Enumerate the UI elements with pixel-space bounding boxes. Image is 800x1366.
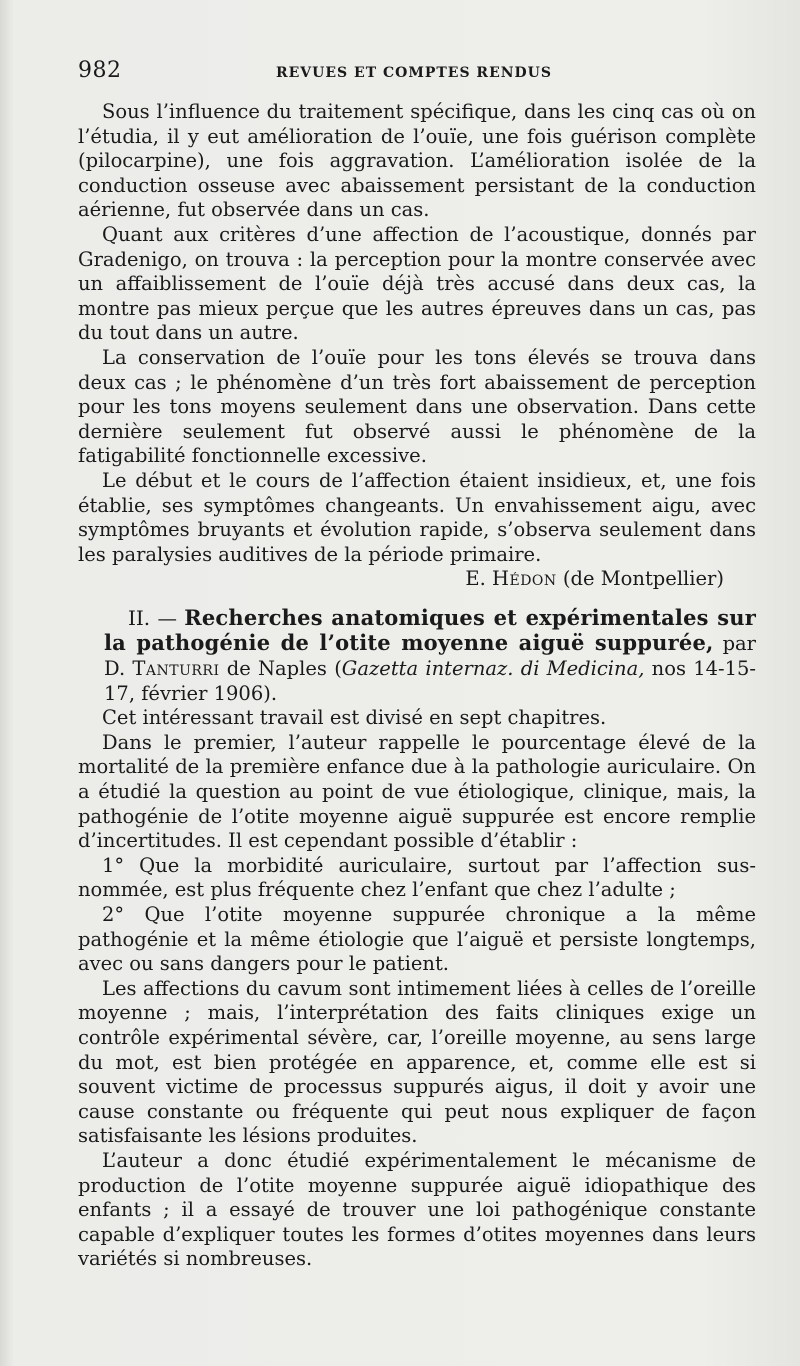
author-initial: D.: [104, 657, 126, 681]
signature-initial: E.: [465, 567, 486, 591]
review-one-paragraph: Quant aux critères d’une affection de l’acoustique, donnés par Gradenigo, on trouva : la perception pour la montre conservée avec un affaiblissement de l’ouïe déjà très accusé dans deux cas, la montre pas mieux perçue que les autres épreuves dans un cas, pas du tout dans un autre.: [78, 222, 756, 345]
review-two-paragraph: Dans le premier, l’auteur rappelle le pourcentage élevé de la mortalité de la première enfance due à la pathologie auriculaire. On a étudié la question au point de vue étiologique, clinique, mais, la pathogénie de l’otite moyenne aiguë suppurée est encore remplie d’incertitudes. Il est cependant possible d’établir :: [78, 730, 756, 853]
review-two-paragraph: Les affections du cavum sont intimement liées à celles de l’oreille moyenne ; mais, l’interprétation des faits cliniques exige un contrôle expérimental sévère, car, l’oreille moyenne, au sens large du mot, est bien protégée en apparence, et, comme elle est si souvent victime de processus suppurés aigus, il doit y avoir une cause constante ou fréquente qui peut nous expliquer de façon satisfaisante les lésions produites.: [78, 976, 756, 1148]
heading-dash: —: [157, 606, 177, 630]
journal-issues: nos 14-15-17,: [104, 657, 757, 705]
review-title: Recherches anatomiques et expérimentales sur la pathogénie de l’otite moyenne aiguë suppurée,: [104, 604, 757, 656]
review-signature: [78, 567, 756, 592]
page-number: 982: [78, 58, 122, 83]
review-one: [78, 100, 756, 592]
review-two: [78, 606, 756, 1272]
citation-open: (: [334, 657, 342, 681]
review-two-paragraph: Cet intéressant travail est divisé en sept chapitres.: [102, 706, 607, 730]
journal-date: février 1906).: [141, 681, 278, 705]
journal-title: Gazetta internaz. di Medicina,: [341, 657, 645, 681]
review-one-paragraph: Sous l’influence du traitement spécifique, dans les cinq cas où on l’étudia, il y eut amélioration de l’ouïe, une fois guérison complète (pilocarpine), une fois aggravation. L’amélioration isolée de la conduction osseuse avec abaissement persistant de la conduction aérienne, fut observée dans un cas.: [78, 100, 756, 222]
review-numeral: II.: [128, 605, 151, 630]
review-two-paragraph: L’auteur a donc étudié expérimentalement le mécanisme de production de l’otite moyenne suppurée aiguë idiopathique des enfants ; il a essayé de trouver une loi pathogénique constante capable d’expliquer toutes les formes d’otites moyennes dans leurs variétés si nombreuses.: [78, 1148, 756, 1271]
signature-name: Hédon: [491, 567, 557, 591]
running-head: [78, 58, 756, 88]
heading-par: par: [722, 632, 756, 656]
author-name: Tanturri: [132, 657, 220, 681]
review-one-paragraph: Le début et le cours de l’affection étaient insidieux, et, une fois établie, ses symptômes changeants. Un envahissement aigu, avec symptômes bruyants et évolution rapide, s’observa seulement dans les paralysies auditives de la période primaire.: [78, 468, 756, 566]
review-two-list-item: 1° Que la morbidité auriculaire, surtout par l’affection sus-nommée, est plus fréquente chez l’enfant que chez l’adulte ;: [78, 853, 756, 902]
review-two-list-item: 2° Que l’otite moyenne suppurée chronique a la même pathogénie et la même étiologie que l’aiguë et persiste longtemps, avec ou sans dangers pour le patient.: [78, 903, 756, 976]
review-one-paragraph: La conservation de l’ouïe pour les tons élevés se trouva dans deux cas ; le phénomène d’un très fort abaissement de perception pour les tons moyens seulement dans une observation. Dans cette dernière seulement fut observé aussi le phénomène de la fatigabilité fonctionnelle excessive.: [78, 345, 756, 468]
review-heading: [78, 606, 756, 706]
running-title: REVUES ET COMPTES RENDUS: [276, 65, 552, 81]
signature-place: (de Montpellier): [562, 567, 724, 591]
author-place: de Naples: [226, 657, 327, 681]
